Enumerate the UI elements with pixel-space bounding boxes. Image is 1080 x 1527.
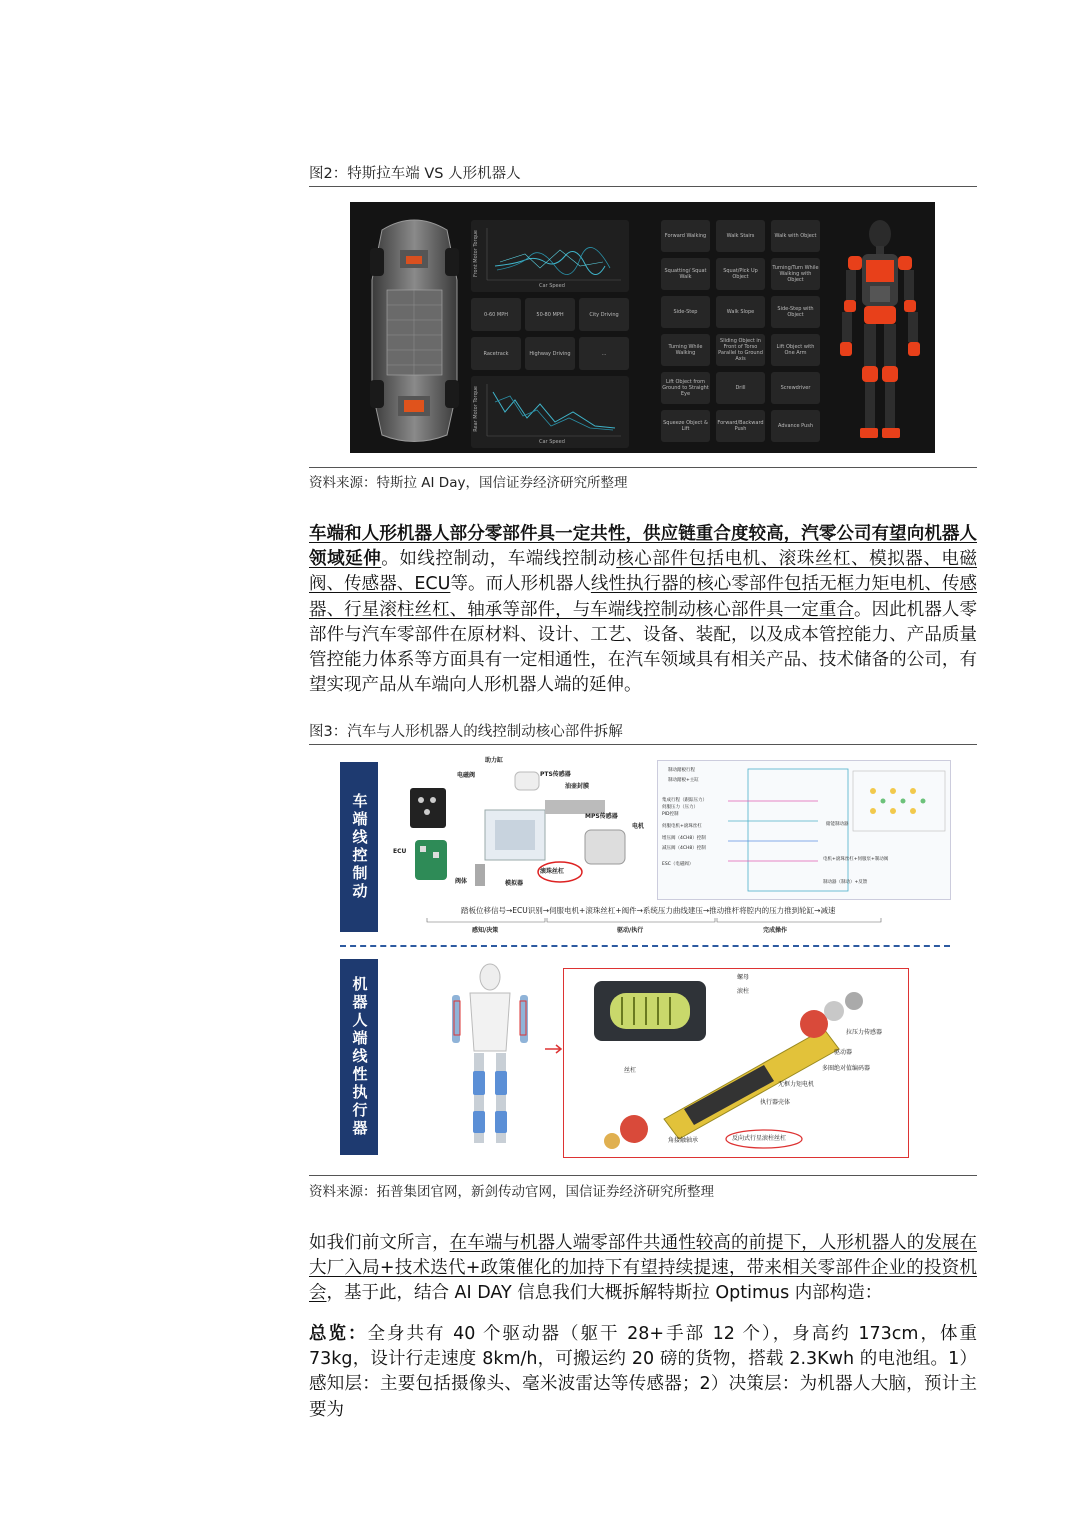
diagram-label: ESC（电磁阀）: [662, 862, 694, 867]
paragraph2-underline: 在车端与机器人端零部件共通性较高的前提下，人形机器人的发展在大厂入局+技术迭代+政策催化的加持下有望持续提速，带来相关零部件企业的投资机会: [309, 1233, 978, 1304]
control-diagram-lines: [658, 761, 950, 899]
drive-tile: City Driving: [579, 298, 629, 331]
front-torque-plot: [485, 226, 623, 282]
car-part-label: 滚珠丝杠: [540, 868, 565, 875]
flow-stage-label: 完成操作: [763, 927, 788, 934]
drive-tile: Racetrack: [471, 337, 521, 370]
robot-task-tile: Forward Walking: [661, 220, 710, 252]
robot-task-tile: Squatting/ Squat Walk: [661, 258, 710, 290]
car-part-label: 助力缸: [485, 757, 504, 764]
humanoid-robot-illustration: [830, 216, 930, 448]
actuator-part-label: 多圈绝对值编码器: [822, 1065, 871, 1072]
drive-tile: 0-60 MPH: [471, 298, 521, 331]
robot-task-tile: Walk Stairs: [716, 220, 765, 252]
robot-task-tile: Squeeze Object & Lift: [661, 410, 710, 442]
car-part-label: ECU: [393, 848, 407, 855]
actuator-part-label: 角接触轴承: [668, 1137, 699, 1144]
paragraph1-text: 。如线控制动，车端线控制动: [381, 549, 617, 570]
car-part-label: 模拟器: [505, 880, 524, 887]
robot-linear-actuator-label: 机器人端线性执行器: [340, 959, 378, 1155]
rear-torque-plot: [485, 382, 623, 438]
figure2-image: [350, 202, 935, 453]
diagram-label: 集成行程（跟踪压力）: [662, 798, 707, 803]
paragraph2-text: ，基于此，结合 AI DAY 信息我们大概拆解特斯拉 Optimus 内部构造：: [326, 1283, 883, 1304]
robot-task-tile: Lift Object with One Arm: [771, 334, 820, 366]
drive-tile: Highway Driving: [525, 337, 575, 370]
paragraph-optimus-overview: [309, 1322, 977, 1423]
robot-task-tile: Turning/Turn While Walking with Object: [771, 258, 820, 290]
actuator-part-label: 拉压力传感器: [846, 1029, 883, 1036]
paragraph-investment-opportunity: [309, 1231, 977, 1307]
robot-task-tile: Lift Object from Ground to Straight Eye: [661, 372, 710, 404]
flow-stage-label: 驱动/执行: [617, 927, 644, 934]
front-torque-xlabel: Car Speed: [539, 283, 565, 289]
figure3-source: 资料来源：拓普集团官网，新剑传动官网，国信证券经济研究所整理: [309, 1184, 714, 1200]
car-part-label: 油壶封膜: [565, 783, 590, 790]
figure3-top-rule: [309, 744, 977, 745]
paragraph1-underline: 核心部件包括电机、滚珠丝杠、模拟器、电磁阀、传感器、ECU: [309, 549, 978, 595]
car-part-label: 电磁阀: [457, 772, 476, 779]
diagram-label: 制动踏板行程: [668, 768, 695, 773]
robot-task-tile: Sliding Object in Front of Torso Parallel to Ground Axis: [716, 334, 765, 366]
robot-task-tile: Walk Slope: [716, 296, 765, 328]
paragraph1-text: 。因此机器人零部件与汽车零部件在原材料、设计、工艺、设备、装配，以及成本管控能力、产品质量管控能力体系等方面具有一定相通性，在汽车领域具有相关产品、技术储备的公司，有望实现产品从车端向人形机器人端的延伸。: [309, 599, 978, 696]
diagram-label: 制动器（制动）+反馈: [823, 880, 868, 885]
car-part-label: 电机: [632, 823, 645, 830]
drive-tile: 50-80 MPH: [525, 298, 575, 331]
diagram-label: 减压阀（4CH8）控制: [662, 846, 706, 851]
front-torque-chart: [471, 220, 629, 292]
robot-task-tile: Screwdriver: [771, 372, 820, 404]
drive-tile: ...: [579, 337, 629, 370]
overview-label: 总览：: [309, 1324, 368, 1344]
diagram-label: 伺服压力（压力）: [662, 805, 698, 810]
robot-task-tile: Squat/Pick Up Object: [716, 258, 765, 290]
actuator-drawing: [564, 969, 908, 1157]
figure2-source: 资料来源：特斯拉 AI Day，国信证券经济研究所整理: [309, 475, 628, 491]
car-brake-by-wire-label: 车端线控制动: [340, 762, 378, 932]
section-divider: [340, 945, 950, 947]
brake-flow-sequence: 踏板位移信号→ECU识别→伺服电机+滚珠丝杠+阀件→系统压力曲线建压→推动推杆将腔内的压力推到轮缸→减速: [461, 906, 836, 915]
robot-task-tile: Side-Step: [661, 296, 710, 328]
brake-control-diagram: [657, 760, 951, 900]
robot-task-tile: Walk with Object: [771, 220, 820, 252]
robot-task-tile: Drill: [716, 372, 765, 404]
diagram-label: 储能制动器: [826, 822, 849, 827]
robot-actuator-body-illustration: [440, 961, 540, 1157]
figure2-caption: 图2：特斯拉车端 VS 人形机器人: [309, 166, 521, 182]
paragraph1-underline: 线性执行器的核心零部件包括无框力矩电机、传感器、行星滚柱丝杠、轴承等部件，与车端线控制动核心部件具一定重合: [309, 574, 978, 620]
paragraph2-text: 如我们前文所言，: [309, 1233, 450, 1253]
robot-task-tile: Forward/Backward Push: [716, 410, 765, 442]
arrow-icon: [545, 1044, 565, 1054]
rear-torque-ylabel: Rear Motor Torque: [473, 386, 479, 432]
car-part-label: MPS传感器: [585, 813, 618, 820]
paragraph1-text: 等。而人形机器人: [450, 574, 591, 595]
brake-exploded-illustration: [395, 760, 650, 900]
figure3-caption: 图3：汽车与人形机器人的线控制动核心部件拆解: [309, 724, 623, 740]
actuator-part-label: 丝杠: [624, 1067, 637, 1074]
robot-task-tile: Advance Push: [771, 410, 820, 442]
overview-text: 全身共有 40 个驱动器（躯干 28+手部 12 个），身高约 173cm，体重 73kg，设计行走速度 8km/h，可搬运约 20 磅的货物，搭载 2.3Kwh 的电池组。1）感知层：主要包括摄像头、毫米波雷达等传感器；2）决策层：为机器人大脑，预计主要为: [309, 1324, 977, 1420]
front-torque-ylabel: Front Motor Torque: [473, 230, 479, 277]
rear-torque-chart: [471, 376, 629, 448]
actuator-part-label: 反向式行星滚柱丝杠: [732, 1135, 787, 1142]
figure3-image: [335, 756, 955, 1161]
figure2-bottom-rule: [309, 467, 977, 468]
flow-stage-label: 感知/决策: [472, 927, 499, 934]
car-part-label: 阀体: [455, 878, 468, 885]
diagram-label: 伺服电机+滚珠丝杠: [662, 824, 702, 829]
figure2-top-rule: [309, 186, 977, 187]
paragraph1-lead: 车端和人形机器人部分零部件具一定共性，供应链重合度较高，汽零公司有望向机器人领域延伸: [309, 524, 977, 570]
diagram-label: 电机+滚珠丝杠+伺服泵+制动阀: [823, 857, 889, 862]
actuator-part-label: 驱动器: [834, 1049, 853, 1056]
actuator-part-label: 执行器壳体: [760, 1099, 791, 1106]
car-chassis-illustration: [362, 210, 467, 448]
rear-torque-xlabel: Car Speed: [539, 439, 565, 445]
actuator-part-label: 螺母: [737, 974, 750, 981]
figure3-bottom-rule: [309, 1175, 977, 1176]
car-part-label: PTS传感器: [540, 771, 571, 778]
actuator-exploded-view: [563, 968, 909, 1158]
paragraph-component-commonality: [309, 522, 977, 698]
diagram-label: 制动踏板+主缸: [668, 778, 699, 783]
robot-task-tile: Side-Step with Object: [771, 296, 820, 328]
diagram-label: 增压阀（4CH8）控制: [662, 836, 706, 841]
actuator-part-label: 滚柱: [737, 988, 750, 995]
actuator-part-label: 无框力矩电机: [778, 1081, 815, 1088]
diagram-label: PID控制: [662, 812, 679, 817]
robot-task-tile: Turning While Walking: [661, 334, 710, 366]
